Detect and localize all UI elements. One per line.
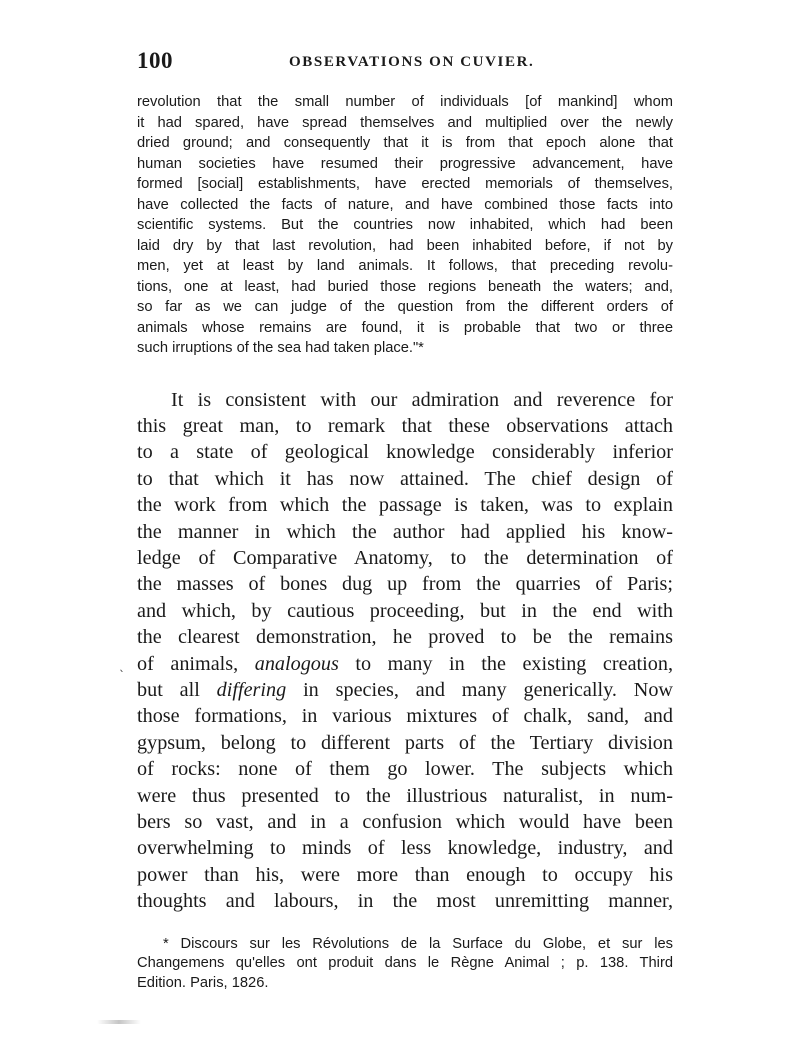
- body-line: the masses of bones dug up from the quarries of Paris;: [137, 573, 673, 596]
- body-line: the manner in which the author had applied his know-: [137, 520, 673, 543]
- footnote-line: * Discours sur les Révolutions de la Surface du Globe, et sur les: [163, 935, 673, 952]
- body-paragraph: [137, 387, 673, 915]
- quote-line: human societies have resumed their progressive advancement, have: [137, 155, 673, 172]
- page-number: 100: [137, 48, 173, 73]
- book-page: [137, 48, 673, 993]
- quote-line: formed [social] establishments, have erected memorials of themselves,: [137, 176, 673, 192]
- body-line-differing: [137, 677, 673, 703]
- quote-line: men, yet at least by land animals. It follows, that preceding revolu-: [137, 258, 673, 274]
- body-line: those formations, in various mixtures of chalk, sand, and: [137, 705, 673, 728]
- quote-line: revolution that the small number of individuals [of mankind] whom: [137, 94, 673, 110]
- body-line: power than his, were more than enough to occupy his: [137, 863, 673, 886]
- body-line: bers so vast, and in a confusion which would have been: [137, 811, 673, 833]
- quote-line: laid dry by that last revolution, had been inhabited before, if not by: [137, 237, 673, 254]
- quote-line: so far as we can judge of the question from the different orders of: [137, 299, 673, 315]
- body-line: the work from which the passage is taken, was to explain: [137, 494, 673, 517]
- body-line: gypsum, belong to different parts of the Tertiary division: [137, 731, 673, 754]
- quote-line: animals whose remains are found, it is probable that two or three: [137, 319, 673, 336]
- quoted-passage: [137, 92, 673, 359]
- quote-line: scientific systems. But the countries now inhabited, which had been: [137, 217, 673, 233]
- body-line-analogous: [137, 651, 673, 677]
- body-line: thoughts and labours, in the most unremitting manner,: [137, 890, 673, 913]
- margin-mark: ˎ: [119, 658, 125, 672]
- body-text-run: but all: [137, 678, 217, 701]
- footnote-line: Changemens qu'elles ont produit dans le Règne Animal ; p. 138. Third: [137, 955, 673, 972]
- emphasis-analogous: analogous: [254, 652, 339, 675]
- quote-line: dried ground; and consequently that it is from that epoch alone that: [137, 135, 673, 151]
- quote-line: such irruptions of the sea had taken place."*: [137, 340, 424, 356]
- body-line: were thus presented to the illustrious naturalist, in num-: [137, 784, 673, 807]
- body-line: overwhelming to minds of less knowledge, industry, and: [137, 837, 673, 860]
- body-line: the clearest demonstration, he proved to be the remains: [137, 626, 673, 649]
- emphasis-differing: differing: [216, 678, 287, 701]
- body-line: to that which it has now attained. The chief design of: [137, 467, 673, 490]
- quote-line: it had spared, have spread themselves and multiplied over the newly: [137, 114, 673, 131]
- body-line: It is consistent with our admiration and reverence for: [171, 388, 673, 411]
- footnote-line: Edition. Paris, 1826.: [137, 974, 269, 991]
- body-line: and which, by cautious proceeding, but in the end with: [137, 599, 673, 622]
- running-head: [137, 48, 673, 78]
- scan-smudge: [97, 1020, 141, 1024]
- body-line: to a state of geological knowledge considerably inferior: [137, 441, 673, 464]
- body-text-run: to many in the existing creation,: [338, 652, 673, 675]
- body-line: ledge of Comparative Anatomy, to the determination of: [137, 546, 673, 569]
- quote-line: tions, one at least, had buried those regions beneath the waters; and,: [137, 278, 673, 295]
- body-text-run: in species, and many generically. Now: [286, 678, 673, 701]
- running-title: OBSERVATIONS ON CUVIER.: [289, 54, 535, 70]
- body-line: of rocks: none of them go lower. The subjects which: [137, 758, 673, 781]
- body-text-run: of animals,: [137, 652, 255, 675]
- body-line: this great man, to remark that these observations attach: [137, 414, 673, 437]
- footnote: [137, 935, 673, 994]
- quote-line: have collected the facts of nature, and have combined those facts into: [137, 196, 673, 213]
